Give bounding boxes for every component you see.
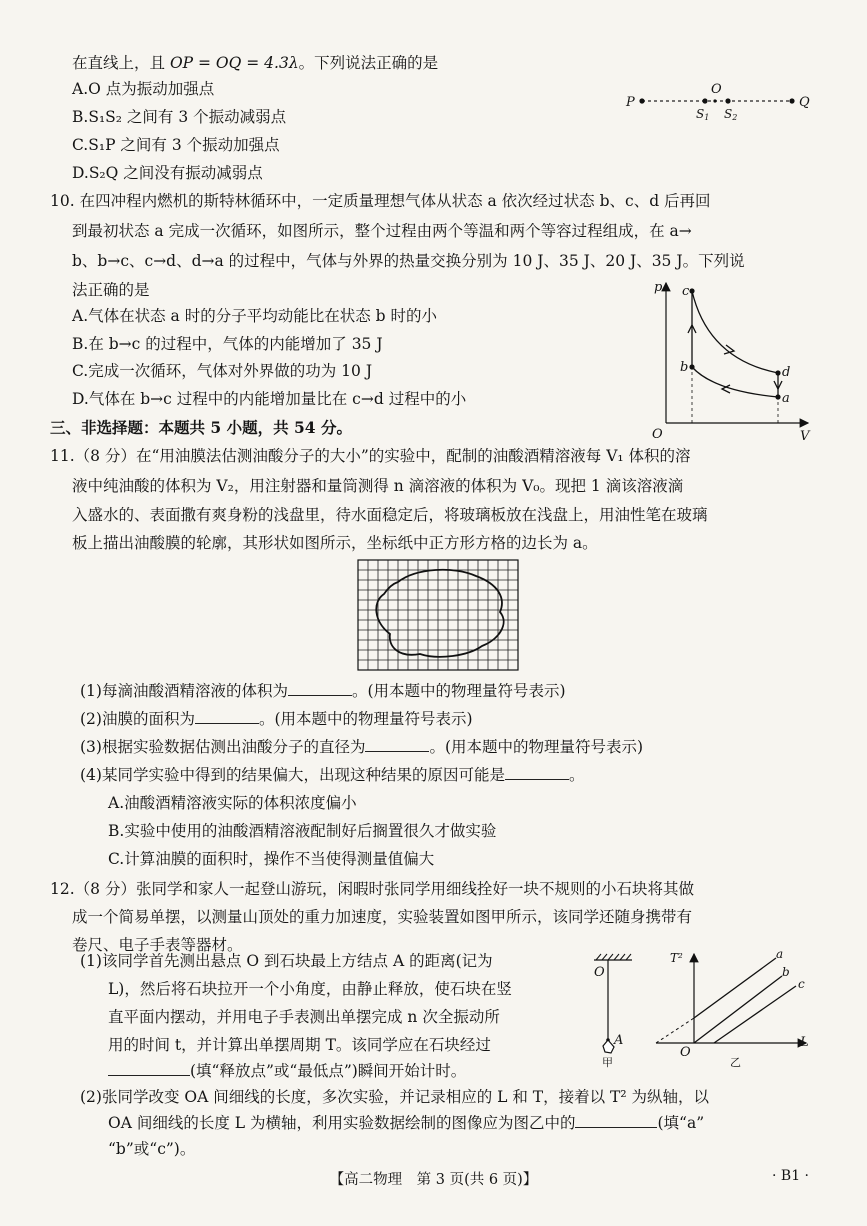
q12-sub2-line-3: “b”或“c”)。 bbox=[108, 1140, 196, 1158]
q12-sub1-line-2: L)，然后将石块拉开一个小角度，由静止释放，使石块在竖 bbox=[108, 980, 512, 998]
svg-text:S1 bbox=[696, 107, 709, 122]
q12-sub1-line-3: 直平面内摆动，并用电子手表测出单摆完成 n 次全振动所 bbox=[108, 1008, 500, 1026]
q11-stem-line-2: 液中纯油酸的体积为 V₂，用注射器和量筒测得 n 滴溶液的体积为 V₀。现把 1 滴该溶液滴 bbox=[72, 477, 684, 495]
q12-sub1-line-4: 用的时间 t，并计算出单摆周期 T。该同学应在石块经过 bbox=[108, 1036, 491, 1054]
q11-blank-2[interactable] bbox=[195, 709, 259, 724]
q10-option-c: C.完成一次循环，气体对外界做的功为 10 J bbox=[72, 362, 373, 380]
q11-sub-4: (4)某同学实验中得到的结果偏大，出现这种结果的原因可能是 。 bbox=[80, 766, 585, 784]
q9-option-d: D.S₂Q 之间没有振动减弱点 bbox=[72, 164, 263, 182]
label-o: O bbox=[711, 82, 722, 97]
line-label-a: a bbox=[776, 947, 784, 961]
axis-origin-yi: O bbox=[680, 1045, 691, 1060]
label-p: P bbox=[626, 95, 635, 110]
label-q: Q bbox=[799, 95, 810, 110]
label-s2: S bbox=[724, 107, 733, 121]
q11-sub-1: (1)每滴油酸酒精溶液的体积为 。(用本题中的物理量符号表示) bbox=[80, 682, 566, 700]
q10-option-d: D.气体在 b→c 过程中的内能增加量比在 c→d 过程中的小 bbox=[72, 390, 467, 408]
q11-blank-3[interactable] bbox=[365, 737, 429, 752]
q10-stem-line-1: 10. 在四冲程内燃机的斯特林循环中，一定质量理想气体从状态 a 依次经过状态 b、c、d 后再回 bbox=[50, 192, 711, 210]
caption-jia: 甲 bbox=[602, 1056, 613, 1069]
q10-stem-line-3: b、b→c、c→d、d→a 的过程中，气体与外界的热量交换分别为 10 J、35 J、20 J、35 J。下列说 bbox=[72, 252, 745, 270]
state-d: d bbox=[782, 365, 791, 380]
q11-sub-2: (2)油膜的面积为 。(用本题中的物理量符号表示) bbox=[80, 710, 473, 728]
line-label-c: c bbox=[798, 977, 805, 991]
q11-option-b: B.实验中使用的油酸酒精溶液配制好后搁置很久才做实验 bbox=[108, 822, 497, 840]
q12-sub2-line-2: OA 间细线的长度 L 为横轴，利用实验数据绘制的图像应为图乙中的 (填“a” bbox=[108, 1114, 705, 1132]
svg-text:S2 bbox=[724, 107, 737, 122]
q12-blank-2[interactable] bbox=[575, 1113, 657, 1128]
state-b: b bbox=[680, 360, 689, 375]
q12-sub1-line-1: (1)该同学首先测出悬点 O 到石块最上方结点 A 的距离(记为 bbox=[80, 952, 493, 970]
q10-option-b: B.在 b→c 的过程中，气体的内能增加了 35 J bbox=[72, 335, 383, 353]
line-label-b: b bbox=[782, 965, 790, 979]
q11-blank-4[interactable] bbox=[505, 765, 569, 780]
q12-blank-1[interactable] bbox=[108, 1061, 190, 1076]
q12-stem-line-1: 12.（8 分）张同学和家人一起登山游玩，闲暇时张同学用细线拴好一块不规则的小石块将其做 bbox=[50, 880, 694, 898]
pendulum-label-o: O bbox=[594, 965, 605, 980]
t2-l-graph-yi bbox=[648, 948, 818, 1072]
q11-stem-line-1: 11.（8 分）在“用油膜法估测油酸分子的大小”的实验中，配制的油酸酒精溶液每 V₁ 体积的溶 bbox=[50, 447, 691, 465]
state-a: a bbox=[782, 391, 790, 406]
axis-origin: O bbox=[652, 427, 663, 442]
page-code: · B1 · bbox=[772, 1168, 809, 1184]
pendulum-figure-jia bbox=[588, 948, 638, 1069]
q11-stem-line-3: 入盛水的、表面撒有爽身粉的浅盘里，待水面稳定后，将玻璃板放在浅盘上，用油性笔在玻璃 bbox=[72, 506, 708, 524]
axis-p: p bbox=[654, 280, 663, 295]
q9-intro: 在直线上，且 OP = OQ = 4.3λ。下列说法正确的是 bbox=[72, 54, 439, 72]
q11-sub-3: (3)根据实验数据估测出油酸分子的直径为 。(用本题中的物理量符号表示) bbox=[80, 738, 644, 756]
oil-film-grid-figure bbox=[358, 560, 518, 670]
q10-stem-line-4: 法正确的是 bbox=[72, 281, 150, 299]
q11-option-c: C.计算油膜的面积时，操作不当使得测量值偏大 bbox=[108, 850, 435, 868]
q11-stem-line-4: 板上描出油酸膜的轮廓，其形状如图所示，坐标纸中正方形方格的边长为 a。 bbox=[72, 534, 598, 552]
q12-stem-line-3: 卷尺、电子手表等器材。 bbox=[72, 936, 243, 954]
axis-l: L bbox=[800, 1035, 809, 1050]
q9-option-c: C.S₁P 之间有 3 个振动加强点 bbox=[72, 136, 280, 154]
q9-option-a: A.O 点为振动加强点 bbox=[72, 80, 215, 98]
q11-blank-1[interactable] bbox=[288, 681, 352, 696]
q10-pv-diagram bbox=[648, 275, 818, 445]
q12-sub2-line-1: (2)张同学改变 OA 间细线的长度，多次实验，并记录相应的 L 和 T，接着以 T² 为纵轴，以 bbox=[80, 1088, 710, 1106]
pendulum-label-a: A bbox=[614, 1033, 624, 1048]
caption-yi: 乙 bbox=[730, 1056, 741, 1069]
q12-sub1-line-5: (填“释放点”或“最低点”)瞬间开始计时。 bbox=[108, 1060, 466, 1082]
page-footer: 【高二物理 第 3 页(共 6 页)】 bbox=[329, 1172, 538, 1188]
label-s2-sub: 2 bbox=[732, 113, 738, 122]
q11-option-a: A.油酸酒精溶液实际的体积浓度偏小 bbox=[108, 794, 357, 812]
q9-option-b: B.S₁S₂ 之间有 3 个振动减弱点 bbox=[72, 108, 287, 126]
section-3-heading: 三、非选择题：本题共 5 小题，共 54 分。 bbox=[50, 418, 352, 437]
state-c: c bbox=[682, 284, 690, 299]
q9-source-line-figure bbox=[620, 80, 820, 120]
q10-option-a: A.气体在状态 a 时的分子平均动能比在状态 b 时的小 bbox=[72, 307, 437, 325]
q12-stem-line-2: 成一个简易单摆，以测量山顶处的重力加速度，实验装置如图甲所示，该同学还随身携带有 bbox=[72, 908, 693, 926]
label-s1: S bbox=[696, 107, 705, 121]
axis-v: V bbox=[800, 429, 810, 444]
label-s1-sub: 1 bbox=[704, 113, 710, 122]
q10-stem-line-2: 到最初状态 a 完成一次循环，如图所示，整个过程由两个等温和两个等容过程组成，在 a→ bbox=[72, 222, 692, 240]
axis-t2: T² bbox=[670, 951, 683, 965]
